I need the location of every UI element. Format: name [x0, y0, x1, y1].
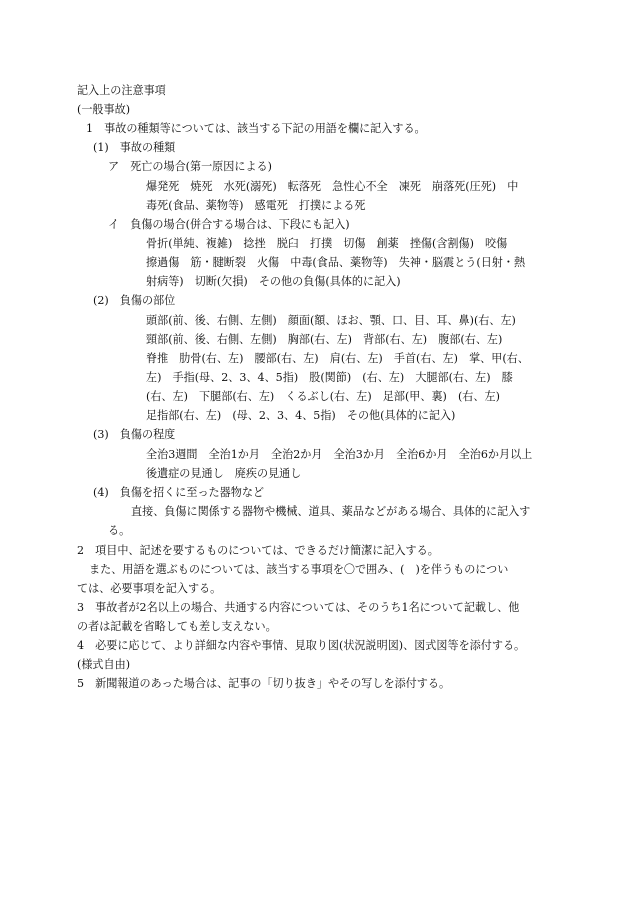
- term-list-line: 射病等) 切断(欠損) その他の負傷(具体的に記入): [146, 275, 401, 288]
- term-list-line: 擦過傷 筋・腱断裂 火傷 中毒(食品、薬物等) 失神・脳震とう(日射・熱: [146, 256, 526, 269]
- document-title: 記入上の注意事項: [77, 84, 166, 97]
- term-list-line: 脊推 肋骨(右、左) 腰部(右、左) 肩(右、左) 手首(右、左) 掌、甲(右、: [146, 352, 529, 365]
- term-list-line: 頭部(前、後、右側、左側) 顔面(額、ほお、顎、口、目、耳、鼻)(右、左): [146, 314, 516, 327]
- item-4-text: 4 必要に応じて、より詳細な内容や事情、見取り図(状況説明図)、図式図等を添付する。: [77, 639, 526, 652]
- section-heading: (一般事故): [77, 103, 131, 116]
- subitem-heading: (2) 負傷の部位: [93, 294, 176, 307]
- item-5-text: 5 新聞報道のあった場合は、記事の「切り抜き」やその写しを添付する。: [77, 677, 451, 690]
- item-2-text: 2 項目中、記述を要するものについては、できるだけ簡潔に記入する。: [77, 544, 439, 557]
- term-list-line: 後遺症の見通し 廃疾の見通し: [146, 467, 302, 480]
- category-heading: イ 負傷の場合(併合する場合は、下段にも記入): [108, 218, 350, 231]
- paragraph-line: 直接、負傷に関係する器物や機械、道具、薬品などがある場合、具体的に記入す: [131, 505, 531, 518]
- term-list-line: 足指部(右、左) (母、2、3、4、5指) その他(具体的に記入): [146, 409, 456, 422]
- paragraph-line: ては、必要事項を記入する。: [77, 582, 222, 595]
- term-list-line: 頸部(前、後、右側、左側) 胸部(右、左) 背部(右、左) 腹部(右、左): [146, 333, 503, 346]
- item-1-text: 1 事故の種類等については、該当する下記の用語を欄に記入する。: [86, 122, 426, 135]
- subitem-heading: (3) 負傷の程度: [93, 428, 176, 441]
- category-heading: ア 死亡の場合(第一原因による): [108, 160, 272, 173]
- paragraph-line: (様式自由): [77, 658, 131, 671]
- term-list-line: 全治3週間 全治1か月 全治2か月 全治3か月 全治6か月 全治6か月以上: [146, 448, 533, 461]
- term-list-line: 毒死(食品、薬物等) 感電死 打撲による死: [146, 199, 366, 212]
- term-list-line: 左) 手指(母、2、3、4、5指) 股(関節) (右、左) 大腿部(右、左) 膝: [146, 371, 513, 384]
- term-list-line: (右、左) 下腿部(右、左) くるぶし(右、左) 足部(甲、裏) (右、左): [146, 390, 500, 403]
- paragraph-line: る。: [108, 524, 131, 537]
- subitem-heading: (1) 事故の種類: [93, 141, 176, 154]
- term-list-line: 爆発死 焼死 水死(溺死) 転落死 急性心不全 凍死 崩落死(圧死) 中: [146, 180, 519, 193]
- term-list-line: 骨折(単純、複雑) 捻挫 脱臼 打撲 切傷 創薬 挫傷(含割傷) 咬傷: [146, 237, 508, 250]
- item-3-text: 3 事故者が2名以上の場合、共通する内容については、そのうち1名について記載し、他: [77, 601, 520, 614]
- subitem-heading: (4) 負傷を招くに至った器物など: [93, 486, 265, 499]
- paragraph-line: また、用語を選ぶものについては、該当する事項を〇で囲み、( )を伴うものについ: [89, 563, 509, 576]
- paragraph-line: の者は記載を省略しても差し支えない。: [77, 620, 277, 633]
